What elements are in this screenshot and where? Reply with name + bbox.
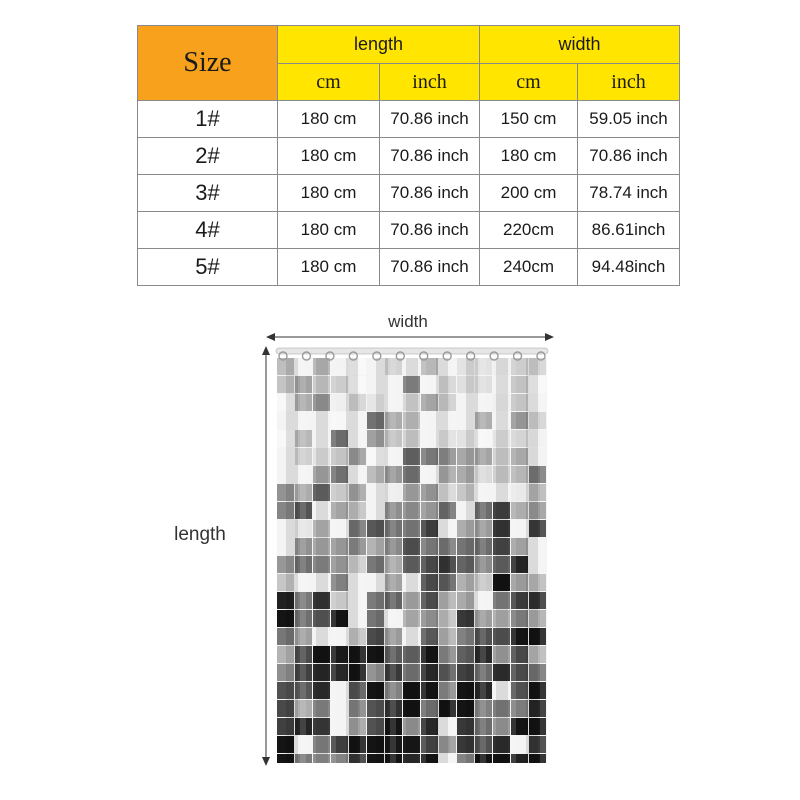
curtain-fold-highlight: [480, 358, 486, 763]
width-header: width: [480, 26, 680, 64]
header-row-group: [138, 26, 680, 64]
curtain-fold-highlight: [420, 358, 426, 763]
width-cm-cell: 200 cm: [480, 175, 578, 212]
length-cm-cell: 180 cm: [278, 138, 380, 175]
curtain-fold-highlight: [390, 358, 396, 763]
curtain-fold-shade: [496, 358, 508, 763]
length-arrow: [262, 346, 270, 766]
curtain-fold-highlight: [540, 358, 546, 763]
curtain-fold-highlight: [300, 358, 306, 763]
size-header: Size: [138, 26, 278, 101]
curtain-fold-shade: [376, 358, 388, 763]
width-inch-cell: 86.61inch: [578, 212, 680, 249]
curtain-diagram: [0, 300, 800, 800]
length-cm-cell: 180 cm: [278, 212, 380, 249]
size-cell: 5#: [138, 249, 278, 286]
length-inch-cell: 70.86 inch: [380, 101, 480, 138]
curtain-fold-shade: [526, 358, 538, 763]
length-label: length: [174, 524, 226, 545]
curtain-fold-highlight: [330, 358, 336, 763]
curtain-fold-shade: [316, 358, 328, 763]
table-row: [138, 212, 680, 249]
curtain-fold-shade: [436, 358, 448, 763]
width-inch-cell: 94.48inch: [578, 249, 680, 286]
size-chart-table: [137, 25, 680, 286]
curtain-fold-shade: [466, 358, 478, 763]
length-inch-cell: 70.86 inch: [380, 138, 480, 175]
width-inch-cell: 70.86 inch: [578, 138, 680, 175]
curtain-fold-highlight: [510, 358, 516, 763]
table-row: [138, 101, 680, 138]
length-inch-cell: 70.86 inch: [380, 249, 480, 286]
width-inch-cell: 59.05 inch: [578, 101, 680, 138]
length-cm-cell: 180 cm: [278, 175, 380, 212]
width-inch-cell: 78.74 inch: [578, 175, 680, 212]
unit-header-width-cm: cm: [480, 64, 578, 101]
size-cell: 1#: [138, 101, 278, 138]
table-row: [138, 138, 680, 175]
width-cm-cell: 240cm: [480, 249, 578, 286]
length-cm-cell: 180 cm: [278, 101, 380, 138]
width-cm-cell: 150 cm: [480, 101, 578, 138]
length-header: length: [278, 26, 480, 64]
width-cm-cell: 180 cm: [480, 138, 578, 175]
length-cm-cell: 180 cm: [278, 249, 380, 286]
curtain-fold-shade: [346, 358, 358, 763]
table-row: [138, 249, 680, 286]
width-cm-cell: 220cm: [480, 212, 578, 249]
size-cell: 2#: [138, 138, 278, 175]
length-inch-cell: 70.86 inch: [380, 212, 480, 249]
shower-curtain-image: [277, 352, 547, 763]
curtain-fold-shade: [286, 358, 298, 763]
unit-header-length-cm: cm: [278, 64, 380, 101]
width-arrow: [266, 333, 554, 341]
curtain-fold-highlight: [450, 358, 456, 763]
unit-header-width-inch: inch: [578, 64, 680, 101]
width-label: width: [388, 312, 428, 331]
unit-header-length-inch: inch: [380, 64, 480, 101]
size-cell: 4#: [138, 212, 278, 249]
curtain-folds: [286, 358, 546, 763]
table-row: [138, 175, 680, 212]
curtain-fold-shade: [406, 358, 418, 763]
size-cell: 3#: [138, 175, 278, 212]
length-inch-cell: 70.86 inch: [380, 175, 480, 212]
curtain-fold-highlight: [360, 358, 366, 763]
curtain-rod: [276, 348, 548, 354]
